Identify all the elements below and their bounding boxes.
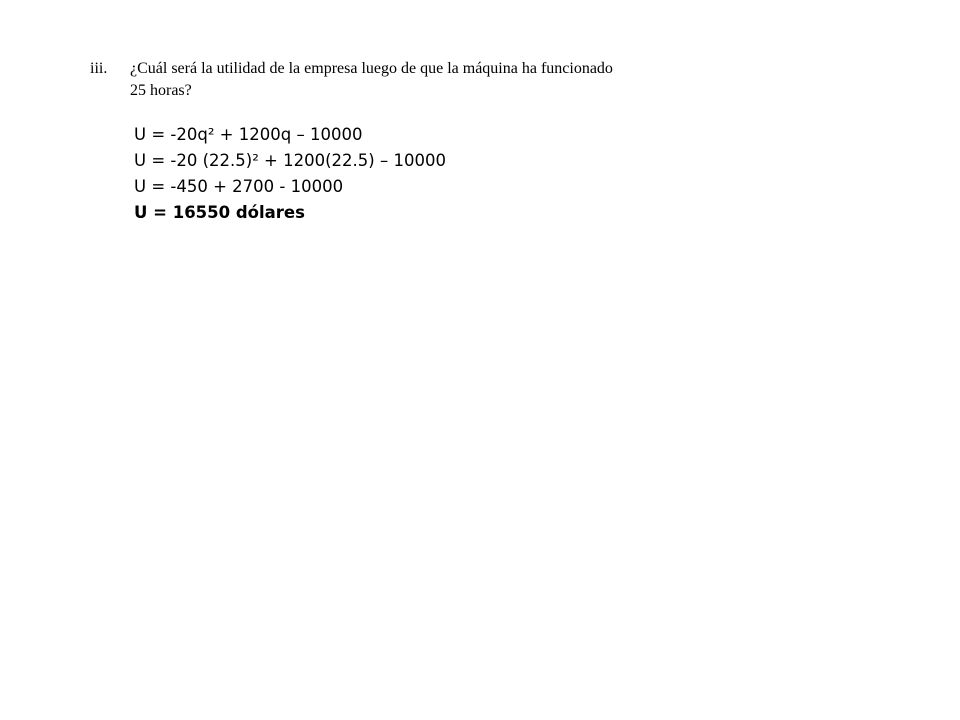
- question-number: iii.: [90, 60, 108, 77]
- equation-line: U = -20 (22.5)² + 1200(22.5) – 10000: [134, 151, 446, 170]
- equation-result: U = 16550 dólares: [134, 203, 305, 222]
- question-text: [130, 58, 730, 102]
- equation-line: U = -20q² + 1200q – 10000: [134, 125, 363, 144]
- equation-line: U = -450 + 2700 - 10000: [134, 177, 344, 196]
- question-text-line-2: 25 horas?: [130, 82, 192, 99]
- solution-equations: [134, 122, 446, 226]
- question-text-line-1: ¿Cuál será la utilidad de la empresa luego de que la máquina ha funcionado: [130, 60, 613, 77]
